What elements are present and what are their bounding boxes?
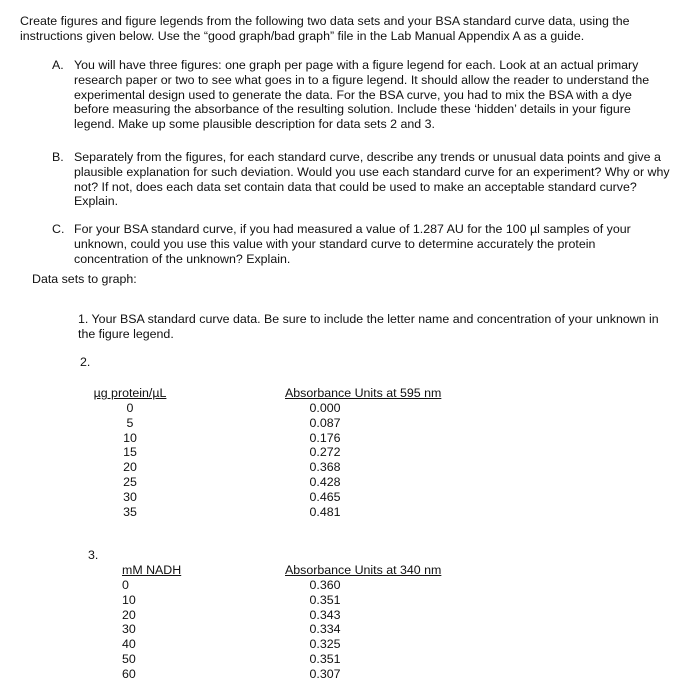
instruction-c-text: For your BSA standard curve, if you had measured a value of 1.287 AU for the 100 µl samples of your unknown, could you use this value with your standard curve to determine accurately the protein concentration of the unknown? Explain. [74, 222, 631, 266]
instruction-a-letter: A. [52, 58, 64, 72]
set2-col2-values [285, 401, 365, 519]
set3-col1-header: mM NADH [122, 563, 182, 577]
set2-absorbance-value: 0.087 [309, 415, 341, 430]
set2-protein-value: 30 [123, 489, 137, 504]
set3-absorbance-value: 0.325 [309, 637, 341, 652]
set3-nadh-value: 20 [122, 607, 136, 622]
set3-absorbance-value: 0.343 [309, 607, 341, 622]
set2-protein-value: 25 [123, 474, 137, 489]
set3-absorbance-value: 0.307 [309, 666, 341, 681]
data-set-1: 1. Your BSA standard curve data. Be sure to include the letter name and concentration of your unknown in the figure legend. [78, 312, 659, 341]
set3-nadh-value: 50 [122, 651, 136, 666]
set3-nadh-value: 0 [122, 578, 129, 592]
set2-absorbance-value: 0.368 [309, 460, 341, 475]
data-set-2-number: 2. [80, 355, 91, 369]
set3-nadh-value: 10 [122, 592, 136, 607]
set3-nadh-value: 30 [122, 622, 136, 637]
data-sets-heading: Data sets to graph: [32, 272, 137, 286]
set2-col2-header: Absorbance Units at 595 nm [285, 386, 442, 400]
set2-protein-value: 15 [123, 445, 137, 460]
set2-protein-value: 5 [126, 415, 134, 430]
set2-protein-value: 10 [123, 430, 137, 445]
set2-absorbance-value: 0.428 [309, 474, 341, 489]
set3-col1-values [122, 578, 162, 682]
set2-absorbance-value: 0.272 [309, 445, 341, 460]
set2-protein-value: 20 [123, 460, 137, 475]
set3-absorbance-value: 0.360 [309, 578, 341, 592]
data-set-3-number: 3. [88, 548, 99, 562]
set3-nadh-value: 40 [122, 637, 136, 652]
set3-absorbance-value: 0.351 [309, 592, 341, 607]
instruction-c-letter: C. [52, 222, 65, 236]
instruction-a-text: You will have three figures: one graph per page with a figure legend for each. Look at an actual primary research paper or two to see what goes in to a figure legend. It should allow the reader to understand the experimental design used to generate the data. For the BSA curve, you had to mix the BSA with a dye before measuring the absorbance of the resulting solution. Include these ‘hidden’ details in your figure legend. Make up some plausible description for data sets 2 and 3. [74, 58, 650, 132]
set2-absorbance-value: 0.176 [309, 430, 341, 445]
set3-absorbance-value: 0.334 [309, 622, 341, 637]
set3-col2-header: Absorbance Units at 340 nm [285, 563, 442, 577]
set3-absorbance-value: 0.351 [309, 651, 341, 666]
set2-absorbance-value: 0.000 [309, 401, 341, 415]
intro-paragraph: Create figures and figure legends from the following two data sets and your BSA standard curve data, using the instructions given below. Use the “good graph/bad graph” file in the Lab Manual Appendix A as a guide. [20, 14, 630, 43]
set2-protein-value: 35 [123, 504, 137, 519]
instruction-b-letter: B. [52, 150, 64, 164]
set2-absorbance-value: 0.465 [309, 489, 341, 504]
set2-protein-value: 0 [126, 401, 134, 415]
set2-col1-header: µg protein/µL [93, 386, 167, 400]
set3-col2-values [285, 578, 365, 682]
set2-col1-values [90, 401, 170, 519]
instruction-b-text: Separately from the figures, for each standard curve, describe any trends or unusual data points and give a plausible explanation for such deviation. Would you use each standard curve for an experiment? Why or why not? If not, does each data set contain data that could be used to make an acceptable standard curve? Explain. [74, 150, 670, 209]
set2-absorbance-value: 0.481 [309, 504, 341, 519]
set3-nadh-value: 60 [122, 666, 136, 681]
